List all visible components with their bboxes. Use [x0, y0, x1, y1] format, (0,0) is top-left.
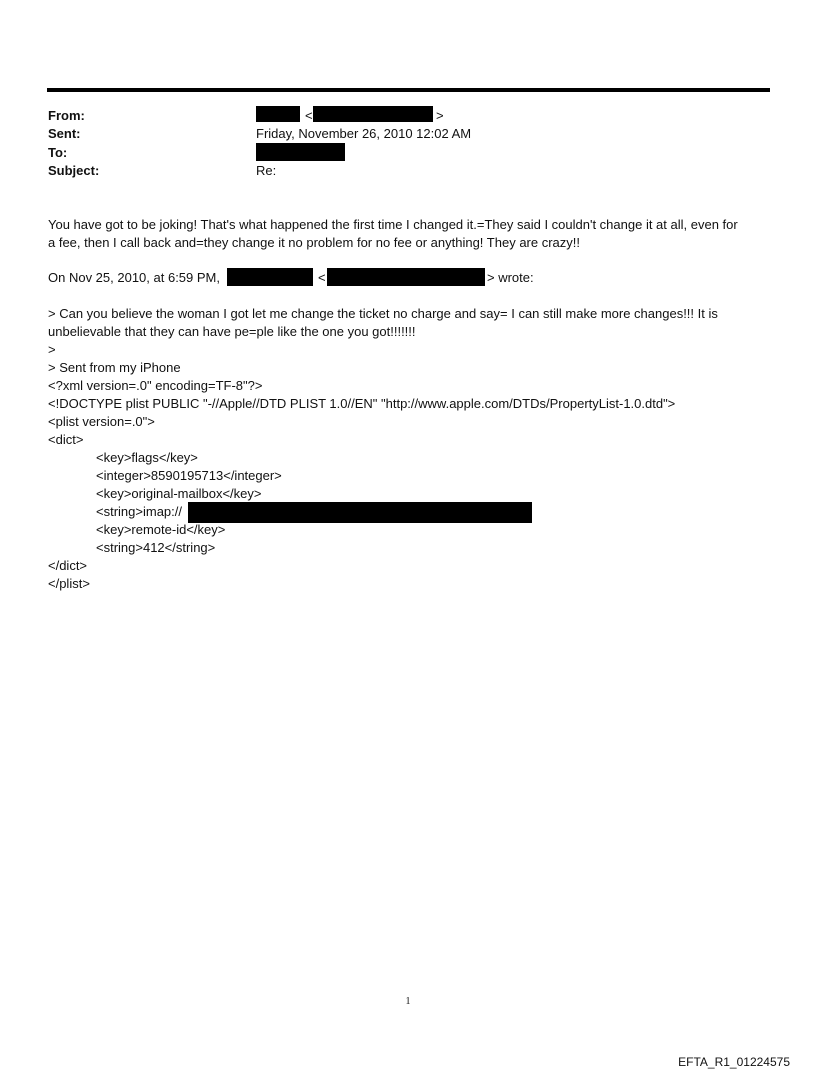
- plist-string-imap: <string>imap://: [96, 504, 182, 519]
- quoted-line-4: > Sent from my iPhone: [48, 360, 181, 375]
- plist-key-mailbox: <key>original-mailbox</key>: [96, 486, 262, 501]
- quote-open-bracket: <: [318, 270, 326, 285]
- redaction-quote-name: [227, 268, 313, 286]
- plist-key-remote: <key>remote-id</key>: [96, 522, 226, 537]
- plist-close: </plist>: [48, 576, 90, 591]
- quote-intro-prefix: On Nov 25, 2010, at 6:59 PM,: [48, 270, 220, 285]
- subject-label: Subject:: [48, 163, 100, 178]
- plist-key-flags: <key>flags</key>: [96, 450, 198, 465]
- redaction-quote-email: [327, 268, 485, 286]
- from-close-bracket: >: [436, 108, 444, 123]
- quoted-line-3: >: [48, 342, 56, 357]
- plist-doctype: <!DOCTYPE plist PUBLIC "-//Apple//DTD PLIST 1.0//EN" "http://www.apple.com/DTDs/PropertyList-1.0.dtd">: [48, 396, 676, 411]
- plist-integer-flags: <integer>8590195713</integer>: [96, 468, 282, 483]
- redaction-imap: [188, 502, 532, 523]
- plist-open: <plist version=.0">: [48, 414, 155, 429]
- subject-value: Re:: [256, 163, 277, 178]
- to-label: To:: [48, 145, 68, 160]
- plist-dict-close: </dict>: [48, 558, 88, 573]
- sent-value: Friday, November 26, 2010 12:02 AM: [256, 126, 472, 141]
- plist-dict-open: <dict>: [48, 432, 84, 447]
- sent-label: Sent:: [48, 126, 81, 141]
- body-line-2: a fee, then I call back and=they change it no problem for no fee or anything! They are crazy!!: [48, 235, 580, 250]
- redaction-to: [256, 143, 345, 161]
- redaction-from-name: [256, 106, 300, 122]
- header-rule: [47, 88, 770, 92]
- body-line-1: You have got to be joking! That's what happened the first time I changed it.=They said I couldn't change it at all, even for: [48, 217, 738, 232]
- redaction-from-email: [313, 106, 433, 122]
- page-number: 1: [405, 996, 411, 1007]
- plist-string-remote: <string>412</string>: [96, 540, 216, 555]
- plist-xml-decl: <?xml version=.0" encoding=TF-8"?>: [48, 378, 263, 393]
- from-open-bracket: <: [305, 108, 313, 123]
- from-label: From:: [48, 108, 85, 123]
- quoted-line-1: > Can you believe the woman I got let me change the ticket no charge and say= I can still make more changes!!! It is: [48, 306, 718, 321]
- bates-number: EFTA_R1_01224575: [678, 1055, 790, 1069]
- quoted-line-2: unbelievable that they can have pe=ple like the one you got!!!!!!!: [48, 324, 416, 339]
- quote-intro-suffix: > wrote:: [487, 270, 534, 285]
